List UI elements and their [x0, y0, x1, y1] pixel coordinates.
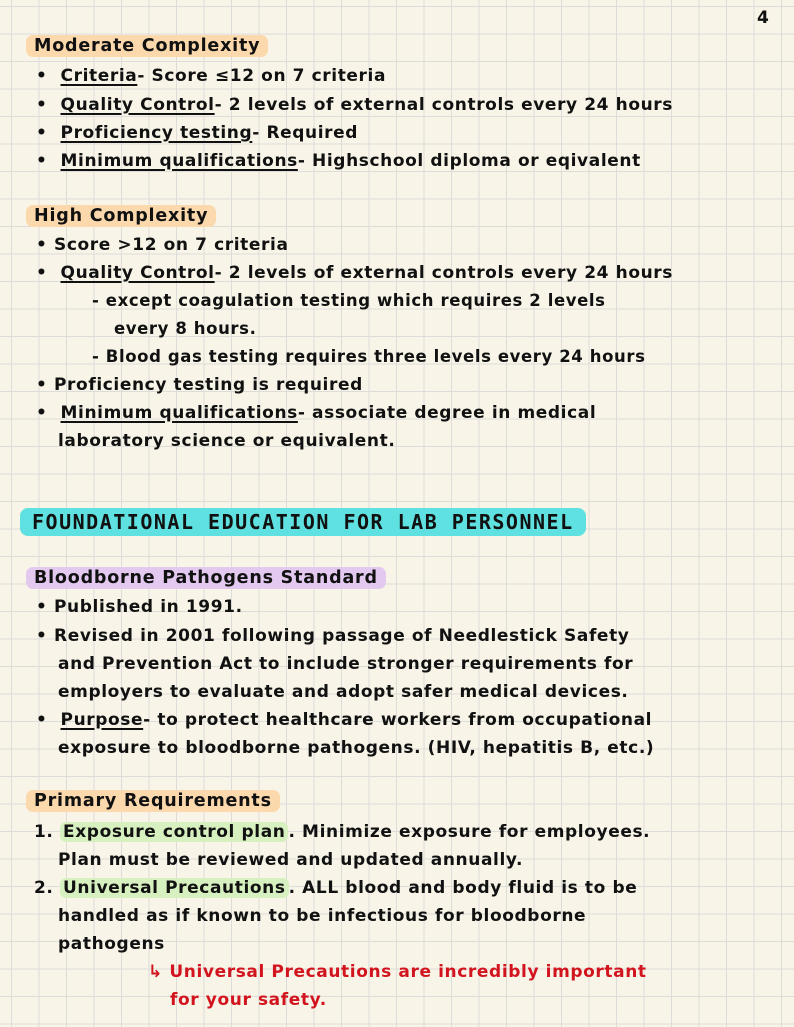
qualifications-text: - Highschool diploma or eqivalent [297, 151, 641, 171]
primary-universal-cont-2: pathogens [58, 934, 165, 954]
bbp-revised-cont-2: employers to evaluate and adopt safer medical devices. [58, 682, 629, 702]
revised-text: Revised in 2001 following passage of Needlestick Safety [54, 626, 630, 646]
bullet-dot: • [36, 263, 48, 283]
high-qualifications-cont: laboratory science or equivalent. [58, 431, 396, 451]
item-number: 1. [34, 822, 54, 842]
qc-label: Quality Control [60, 95, 215, 115]
bloodborne-pathogens-heading [32, 568, 386, 588]
criteria-text: - Score ≤12 on 7 criteria [137, 66, 387, 86]
qc-label: Quality Control [60, 263, 215, 283]
qualifications-label: Minimum qualifications [60, 403, 298, 423]
primary-heading-text: Primary Requirements [26, 790, 280, 812]
qualifications-label: Minimum qualifications [60, 151, 298, 171]
bullet-dot: • [36, 66, 48, 86]
exposure-plan-text: . Minimize exposure for employees. [288, 822, 651, 842]
bullet-dot: • [36, 597, 48, 617]
high-heading-text: High Complexity [26, 205, 216, 227]
qc-text: - 2 levels of external controls every 24 hours [214, 263, 674, 283]
bbp-bullet-published [36, 597, 243, 617]
exposure-plan-label: Exposure control plan [60, 822, 288, 842]
score-text: Score >12 on 7 criteria [54, 235, 289, 255]
moderate-bullet-criteria [36, 66, 386, 86]
red-note-line-2: for your safety. [170, 990, 327, 1010]
purpose-text: - to protect healthcare workers from occupational [143, 710, 653, 730]
bbp-purpose-cont: exposure to bloodborne pathogens. (HIV, hepatitis B, etc.) [58, 738, 655, 758]
high-bullet-score [36, 235, 289, 255]
page-number: 4 [757, 8, 769, 28]
qualifications-text: - associate degree in medical [297, 403, 597, 423]
moderate-bullet-qc [36, 95, 673, 115]
primary-item-universal-precautions [34, 878, 637, 898]
primary-universal-cont-1: handled as if known to be infectious for bloodborne [58, 906, 587, 926]
bbp-revised-cont-1: and Prevention Act to include stronger requirements for [58, 654, 634, 674]
universal-precautions-label: Universal Precautions [60, 878, 289, 898]
purpose-label: Purpose [60, 710, 144, 730]
primary-requirements-heading [32, 791, 280, 811]
item-number: 2. [34, 878, 54, 898]
high-complexity-heading [32, 206, 216, 226]
bullet-dot: • [36, 375, 48, 395]
high-bullet-qualifications [36, 403, 596, 423]
moderate-bullet-proficiency [36, 123, 358, 143]
primary-item-exposure-plan [34, 822, 650, 842]
proficiency-text: - Required [252, 123, 359, 143]
criteria-label: Criteria [60, 66, 138, 86]
bbp-bullet-purpose [36, 710, 652, 730]
primary-exposure-plan-cont: Plan must be reviewed and updated annually. [58, 850, 524, 870]
proficiency-label: Proficiency testing [60, 123, 253, 143]
moderate-heading-text: Moderate Complexity [26, 35, 268, 57]
foundational-heading-text: FOUNDATIONAL EDUCATION FOR LAB PERSONNEL [20, 508, 586, 536]
bullet-dot: • [36, 235, 48, 255]
red-note-line-1: ↳ Universal Precautions are incredibly important [148, 962, 647, 982]
bullet-dot: • [36, 123, 48, 143]
published-text: Published in 1991. [54, 597, 243, 617]
bbp-heading-text: Bloodborne Pathogens Standard [26, 567, 386, 589]
bullet-dot: • [36, 710, 48, 730]
moderate-complexity-heading [32, 36, 268, 56]
high-sub-blood-gas: - Blood gas testing requires three levels every 24 hours [92, 347, 646, 366]
high-sub-coagulation: - except coagulation testing which requires 2 levels [92, 291, 606, 310]
high-bullet-qc [36, 263, 673, 283]
bbp-bullet-revised [36, 626, 629, 646]
proficiency-text: Proficiency testing is required [54, 375, 363, 395]
high-bullet-proficiency [36, 375, 363, 395]
bullet-dot: • [36, 403, 48, 423]
high-sub-coagulation-cont: every 8 hours. [114, 319, 257, 338]
qc-text: - 2 levels of external controls every 24 hours [214, 95, 674, 115]
bullet-dot: • [36, 151, 48, 171]
bullet-dot: • [36, 626, 48, 646]
foundational-education-banner [32, 510, 586, 534]
universal-precautions-text: . ALL blood and body fluid is to be [288, 878, 638, 898]
moderate-bullet-qualifications [36, 151, 641, 171]
bullet-dot: • [36, 95, 48, 115]
